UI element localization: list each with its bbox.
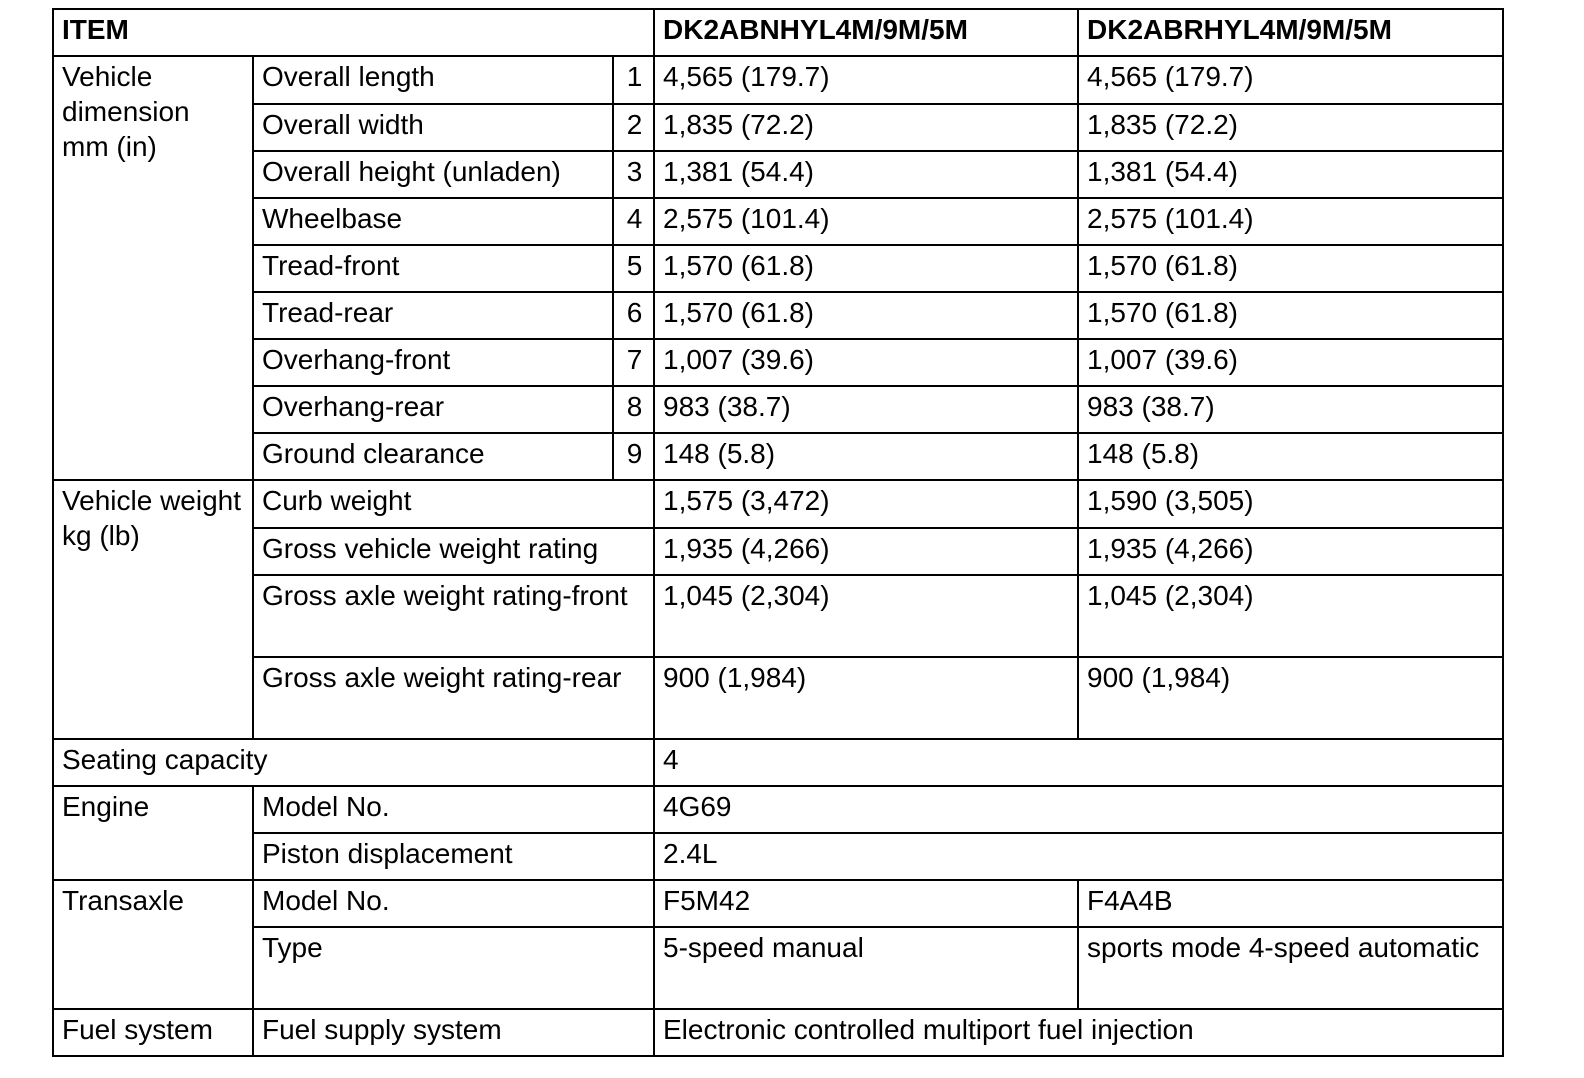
value-model-b: 983 (38.7) — [1078, 386, 1503, 433]
table-row — [53, 292, 1503, 339]
table-row — [53, 245, 1503, 292]
group-label-fuel: Fuel system — [53, 1009, 253, 1056]
value-model-a: 1,570 (61.8) — [654, 292, 1078, 339]
value-model-a: 148 (5.8) — [654, 433, 1078, 480]
value-model-b: 148 (5.8) — [1078, 433, 1503, 480]
value-shared: 2.4L — [654, 833, 1503, 880]
value-model-b: 2,575 (101.4) — [1078, 198, 1503, 245]
table-row — [53, 786, 1503, 833]
value-model-b: 1,007 (39.6) — [1078, 339, 1503, 386]
value-model-a: 2,575 (101.4) — [654, 198, 1078, 245]
value-model-b: 1,570 (61.8) — [1078, 292, 1503, 339]
value-model-a: 5-speed manual — [654, 927, 1078, 1009]
row-number: 3 — [613, 151, 654, 198]
header-model-a: DK2ABNHYL4M/9M/5M — [654, 9, 1078, 56]
table-row — [53, 880, 1503, 927]
row-label: Fuel supply system — [253, 1009, 654, 1056]
row-label: Gross axle weight rating-front — [253, 575, 654, 657]
value-model-a: 1,045 (2,304) — [654, 575, 1078, 657]
value-model-a: 983 (38.7) — [654, 386, 1078, 433]
value-model-b: 1,381 (54.4) — [1078, 151, 1503, 198]
row-number: 9 — [613, 433, 654, 480]
row-label: Overall height (unladen) — [253, 151, 613, 198]
row-label: Overhang-rear — [253, 386, 613, 433]
value-model-a: 900 (1,984) — [654, 657, 1078, 739]
row-number: 7 — [613, 339, 654, 386]
row-label: Piston displacement — [253, 833, 654, 880]
row-number: 5 — [613, 245, 654, 292]
row-label: Curb weight — [253, 480, 654, 528]
value-model-a: 1,381 (54.4) — [654, 151, 1078, 198]
table-row — [53, 386, 1503, 433]
table-row — [53, 433, 1503, 480]
value-model-b: F4A4B — [1078, 880, 1503, 927]
row-label: Ground clearance — [253, 433, 613, 480]
group-label-engine: Engine — [53, 786, 253, 880]
table-row — [53, 56, 1503, 104]
value-model-a: 1,935 (4,266) — [654, 528, 1078, 575]
table-row — [53, 480, 1503, 528]
row-label: Overall length — [253, 56, 613, 104]
value-shared: Electronic controlled multiport fuel injection — [654, 1009, 1503, 1056]
table-row — [53, 198, 1503, 245]
row-label: Seating capacity — [53, 739, 654, 786]
value-model-a: F5M42 — [654, 880, 1078, 927]
value-model-b: 1,935 (4,266) — [1078, 528, 1503, 575]
row-label: Gross axle weight rating-rear — [253, 657, 654, 739]
row-label: Tread-front — [253, 245, 613, 292]
row-label: Model No. — [253, 786, 654, 833]
row-number: 1 — [613, 56, 654, 104]
table-row — [53, 575, 1503, 657]
group-label-weight: Vehicle weight kg (lb) — [53, 480, 253, 739]
value-model-a: 1,570 (61.8) — [654, 245, 1078, 292]
row-number: 2 — [613, 104, 654, 151]
table-row — [53, 151, 1503, 198]
value-model-b: sports mode 4-speed automatic — [1078, 927, 1503, 1009]
header-item: ITEM — [53, 9, 654, 56]
table-row — [53, 833, 1503, 880]
row-label: Gross vehicle weight rating — [253, 528, 654, 575]
group-label-transaxle: Transaxle — [53, 880, 253, 1009]
value-model-b: 1,045 (2,304) — [1078, 575, 1503, 657]
table-row — [53, 1009, 1503, 1056]
value-model-a: 4,565 (179.7) — [654, 56, 1078, 104]
row-label: Overhang-front — [253, 339, 613, 386]
row-number: 6 — [613, 292, 654, 339]
table-row — [53, 528, 1503, 575]
header-row — [53, 9, 1503, 56]
table-row — [53, 339, 1503, 386]
table-row — [53, 104, 1503, 151]
table-row — [53, 927, 1503, 1009]
value-shared: 4 — [654, 739, 1503, 786]
value-model-b: 1,570 (61.8) — [1078, 245, 1503, 292]
row-label: Wheelbase — [253, 198, 613, 245]
row-label: Tread-rear — [253, 292, 613, 339]
specification-table — [52, 8, 1504, 1057]
row-label: Type — [253, 927, 654, 1009]
group-label-dimension: Vehicle dimension mm (in) — [53, 56, 253, 480]
value-model-b: 900 (1,984) — [1078, 657, 1503, 739]
table-row — [53, 657, 1503, 739]
value-model-b: 4,565 (179.7) — [1078, 56, 1503, 104]
row-number: 8 — [613, 386, 654, 433]
table-row — [53, 739, 1503, 786]
value-model-a: 1,835 (72.2) — [654, 104, 1078, 151]
value-model-a: 1,575 (3,472) — [654, 480, 1078, 528]
value-shared: 4G69 — [654, 786, 1503, 833]
header-model-b: DK2ABRHYL4M/9M/5M — [1078, 9, 1503, 56]
value-model-a: 1,007 (39.6) — [654, 339, 1078, 386]
row-label: Model No. — [253, 880, 654, 927]
row-label: Overall width — [253, 104, 613, 151]
row-number: 4 — [613, 198, 654, 245]
value-model-b: 1,835 (72.2) — [1078, 104, 1503, 151]
value-model-b: 1,590 (3,505) — [1078, 480, 1503, 528]
